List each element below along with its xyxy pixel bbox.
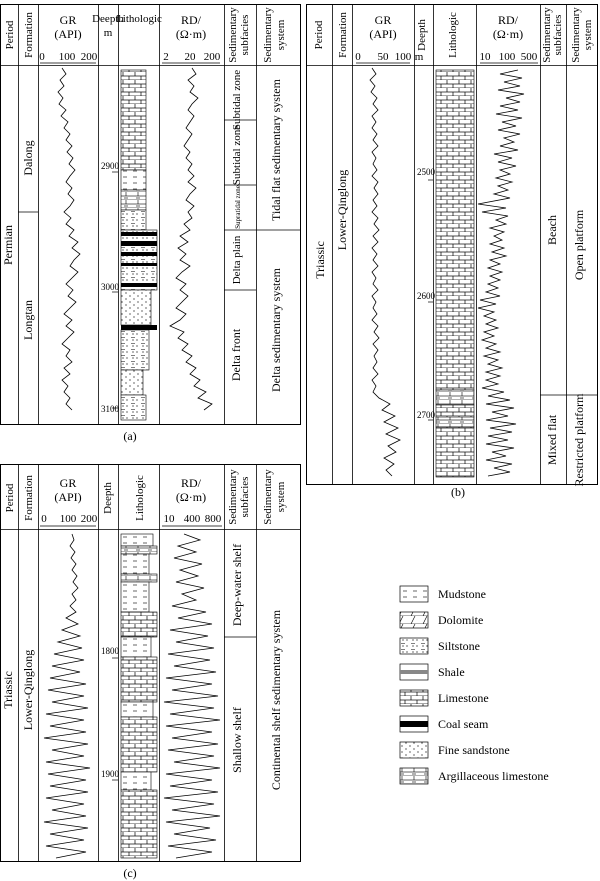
a-gr-curve	[58, 68, 80, 410]
c-subfacies-deep-water: Deep-water shelf	[230, 543, 244, 627]
a-rd-curve	[170, 68, 212, 410]
legend-argillaceous-limestone	[400, 768, 549, 784]
c-header-depth: Deepth	[102, 482, 114, 514]
b-depth-2600: 2600	[417, 291, 435, 301]
a-depth-3100: 3100	[101, 404, 119, 414]
c-depth-1800: 1800	[101, 646, 119, 656]
a-header-period: Period	[4, 20, 16, 50]
a-header-rd: RD/	[180, 13, 202, 27]
a-system-delta: Delta sedimentary system	[269, 268, 283, 392]
a-lithology-column	[121, 70, 157, 420]
a-subfacies-subtidal-2: Subtidal zone	[231, 124, 243, 186]
b-header-rd: RD/	[497, 13, 519, 27]
b-header-gr: GR	[374, 13, 392, 27]
a-header-litho: Lithologic	[116, 13, 162, 25]
a-gr-tick-1: 100	[58, 51, 76, 63]
b-system-open-platform: Open platform	[572, 209, 586, 281]
svg-text:Fine sandstone: Fine sandstone	[438, 743, 510, 757]
a-header-rd-unit: (Ω·m)	[175, 27, 207, 41]
a-header-subfacies-1: Sedimentary	[227, 7, 239, 63]
b-gr-tick-0: 0	[355, 51, 361, 63]
b-caption: (b)	[451, 485, 465, 499]
a-formation-dalong: Dalong	[21, 140, 35, 176]
a-subfacies-delta-plain: Delta plain	[231, 235, 243, 285]
c-header-litho: Lithologic	[134, 475, 146, 521]
a-header-system-2: system	[275, 19, 287, 51]
b-gr-tick-1: 50	[377, 51, 389, 63]
c-system: Continental shelf sedimentary system	[269, 609, 283, 791]
legend-coal-seam	[400, 716, 489, 732]
c-gr-tick-0: 0	[41, 513, 47, 525]
b-header-system-2: system	[582, 19, 594, 51]
b-header-depth: Deepth	[416, 19, 428, 51]
b-lithology-column	[436, 70, 474, 477]
a-header-gr: GR	[59, 13, 77, 27]
a-subfacies-delta-front: Delta front	[229, 328, 243, 382]
c-gr-tick-1: 100	[59, 513, 77, 525]
a-header-depth: Deepth	[92, 13, 124, 25]
svg-text:Dolomite: Dolomite	[438, 613, 484, 627]
c-subfacies-shallow: Shallow shelf	[230, 707, 244, 773]
b-header-depth-unit: m	[414, 51, 424, 63]
c-header-system-2: system	[275, 481, 287, 513]
c-gr-curve	[44, 534, 90, 858]
c-depth-1900: 1900	[101, 769, 119, 779]
c-formation: Lower-Qinglong	[21, 649, 35, 731]
panel-a	[0, 4, 301, 443]
a-gr-tick-0: 0	[39, 51, 45, 63]
c-rd-tick-0: 10	[163, 513, 175, 525]
c-header-formation: Formation	[23, 475, 35, 521]
c-header-rd-unit: (Ω·m)	[175, 490, 207, 504]
b-rd-tick-0: 10	[479, 51, 491, 63]
legend-fine-sandstone	[400, 742, 510, 758]
c-header-subfacies-2: subfacies	[239, 476, 251, 518]
b-header-system-1: Sedimentary	[570, 7, 582, 63]
b-header-period: Period	[313, 20, 325, 50]
a-rd-tick-0: 2	[163, 51, 169, 63]
c-header-rd: RD/	[180, 476, 202, 490]
b-header-subfacies-2: subfacies	[552, 14, 564, 56]
c-header-gr-unit: (API)	[54, 490, 82, 504]
a-gr-tick-2: 200	[80, 51, 98, 63]
a-header-depth-unit: m	[103, 27, 113, 39]
b-header-litho: Lithologic	[447, 12, 459, 58]
b-subfacies-mixed-flat: Mixed flat	[545, 414, 559, 466]
a-formation-longtan: Longtan	[21, 300, 35, 340]
svg-text:Shale: Shale	[438, 665, 465, 679]
b-header-formation: Formation	[337, 12, 349, 58]
a-caption: (a)	[123, 429, 137, 443]
legend-mudstone	[400, 586, 486, 602]
c-header-period: Period	[4, 483, 16, 513]
panel-b	[306, 4, 598, 499]
b-header-rd-unit: (Ω·m)	[492, 27, 524, 41]
c-lithology-column	[121, 534, 157, 858]
a-header-system-1: Sedimentary	[262, 7, 274, 63]
b-rd-tick-1: 100	[498, 51, 516, 63]
a-subfacies-subtidal-1: Subtidal zone	[231, 69, 243, 131]
c-header-gr: GR	[59, 476, 77, 490]
c-rd-tick-2: 800	[204, 513, 222, 525]
legend-siltstone	[400, 638, 480, 654]
b-header-gr-unit: (API)	[369, 27, 397, 41]
b-rd-curve	[478, 70, 524, 476]
a-rd-tick-1: 20	[184, 51, 196, 63]
a-depth-2900: 2900	[101, 161, 119, 171]
b-system-restricted-platform: Restricted platform	[572, 393, 586, 487]
c-caption: (c)	[123, 866, 137, 880]
a-subfacies-supratidal: Supratidal zone	[234, 185, 242, 229]
c-rd-tick-1: 400	[183, 513, 201, 525]
b-depth-2700: 2700	[417, 410, 435, 420]
b-header-subfacies-1: Sedimentary	[541, 7, 553, 63]
legend-dolomite	[400, 612, 483, 628]
lithology-legend	[400, 586, 549, 784]
legend-limestone	[400, 690, 489, 706]
svg-text:Mudstone: Mudstone	[438, 587, 486, 601]
b-subfacies-beach: Beach	[545, 215, 559, 245]
a-rd-tick-2: 200	[203, 51, 221, 63]
a-header-formation: Formation	[23, 12, 35, 58]
legend-shale	[400, 664, 465, 680]
c-rd-curve	[164, 534, 220, 858]
c-header-system-1: Sedimentary	[262, 469, 274, 525]
c-period: Triassic	[1, 671, 15, 709]
panel-c	[0, 464, 301, 880]
a-system-tidal-flat: Tidal flat sedimentary system	[269, 79, 283, 221]
b-gr-tick-2: 100	[394, 51, 412, 63]
svg-text:Argillaceous limestone: Argillaceous limestone	[438, 769, 549, 783]
a-header-subfacies-2: subfacies	[239, 14, 251, 56]
a-depth-3000: 3000	[101, 282, 119, 292]
c-gr-tick-2: 200	[80, 513, 98, 525]
svg-text:Siltstone: Siltstone	[438, 639, 481, 653]
b-depth-2500: 2500	[417, 167, 435, 177]
svg-text:Limestone: Limestone	[438, 691, 489, 705]
b-rd-tick-2: 500	[520, 51, 538, 63]
a-header-gr-unit: (API)	[54, 27, 82, 41]
c-header-subfacies-1: Sedimentary	[227, 469, 239, 525]
b-gr-curve	[370, 68, 400, 476]
b-period: Triassic	[313, 241, 327, 279]
a-period: Permian	[1, 225, 15, 265]
b-formation: Lower-Qinglong	[335, 169, 349, 251]
svg-text:Coal seam: Coal seam	[438, 717, 489, 731]
